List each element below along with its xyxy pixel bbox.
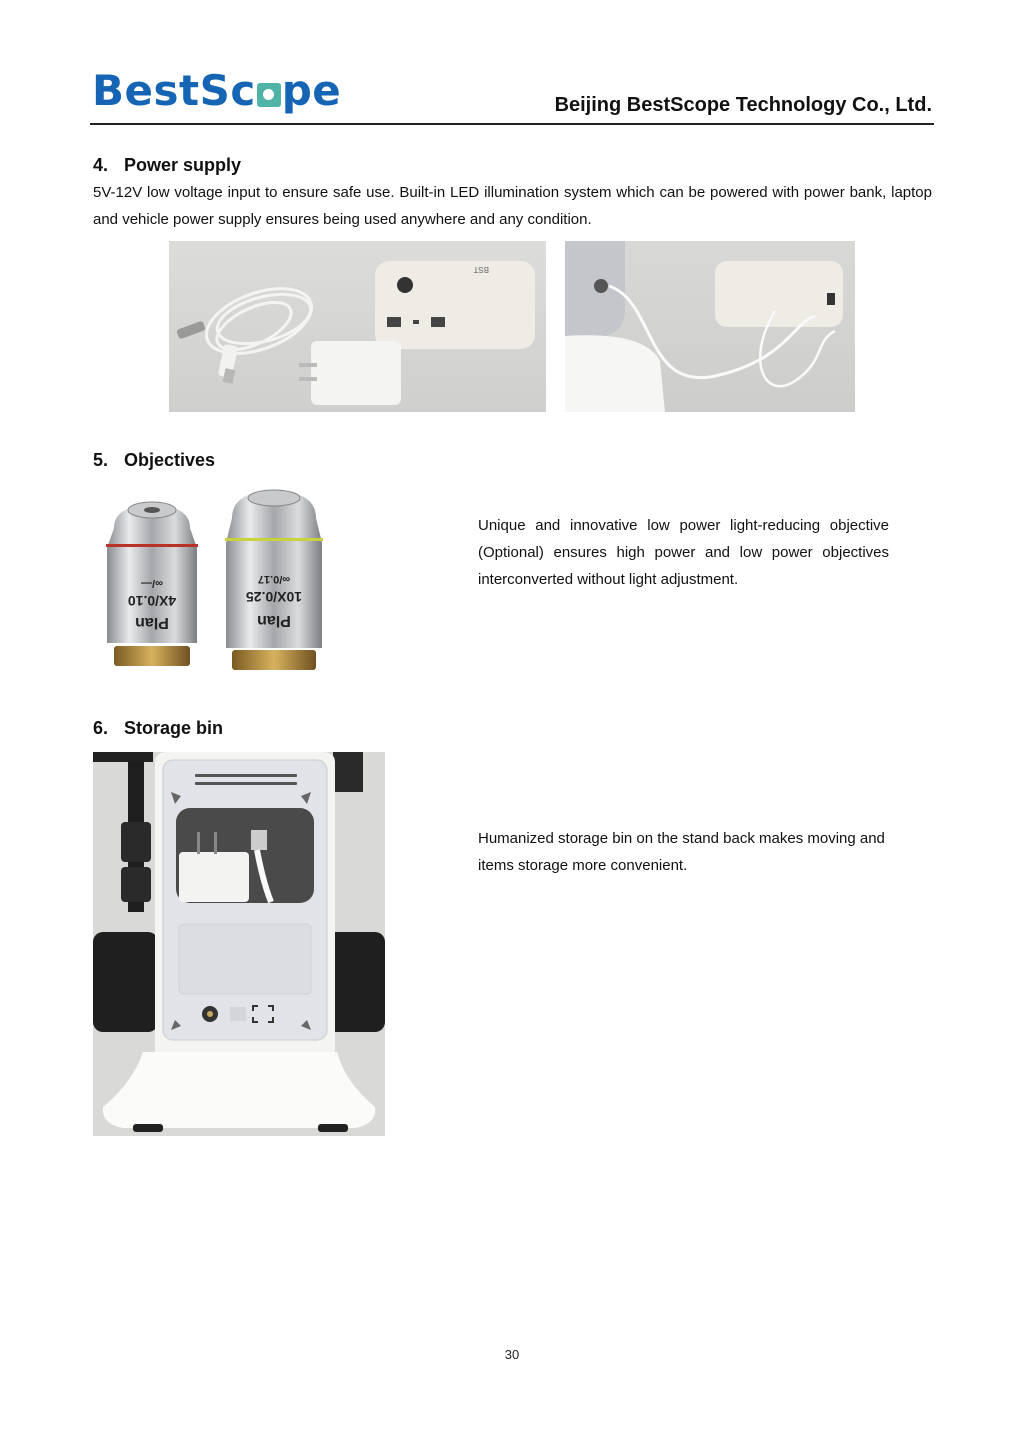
section-number: 5.	[93, 450, 109, 470]
storage-bin-photo	[93, 752, 385, 1136]
powerbank-brand-text: BST	[473, 265, 489, 274]
section-title: Storage bin	[124, 718, 224, 738]
bestscope-logo	[92, 66, 341, 116]
objective-10x-tube: ∞/0.17	[257, 573, 291, 585]
powerbank-connected-photo	[565, 241, 855, 412]
section-title: Objectives	[124, 450, 216, 470]
header-divider	[90, 123, 934, 125]
power-accessories-photo	[169, 241, 546, 412]
section-number: 6.	[93, 718, 109, 738]
logo-o-icon	[257, 83, 281, 107]
power-supply-description: 5V-12V low voltage input to ensure safe use. Built-in LED illumination system which can be powered with power bank, laptop and vehicle power supply ensures being used anywhere and any condition.	[93, 184, 932, 228]
storage-bin-illustration	[93, 752, 385, 1136]
objectives-photo	[92, 488, 342, 673]
storage-bin-description: Humanized storage bin on the stand back makes moving and items storage more convenient.	[478, 830, 885, 874]
section-heading-storage-bin	[93, 718, 223, 739]
objective-4x-tube: ∞/—	[141, 577, 163, 589]
powerbank-connected-illustration	[565, 241, 855, 412]
objective-10x-spec: 10X/0.25	[245, 589, 303, 605]
power-accessories-illustration	[169, 241, 546, 412]
logo-text-start: BestSc	[92, 66, 256, 115]
objective-4x-type: Plan	[135, 614, 169, 631]
logo-text-end: pe	[281, 66, 342, 115]
section-number: 4.	[93, 155, 109, 175]
objective-10x-type: Plan	[257, 612, 291, 629]
section-heading-power-supply	[93, 155, 241, 176]
objective-4x-spec: 4X/0.10	[127, 593, 177, 609]
page-number: 30	[504, 1347, 520, 1362]
objective-lenses-illustration	[92, 488, 342, 673]
section-heading-objectives	[93, 450, 215, 471]
company-name: Beijing BestScope Technology Co., Ltd.	[554, 94, 932, 116]
section-title: Power supply	[124, 155, 242, 175]
objectives-description: Unique and innovative low power light-reducing objective (Optional) ensures high power and low power objectives interconverted without light adjustment.	[478, 517, 889, 588]
